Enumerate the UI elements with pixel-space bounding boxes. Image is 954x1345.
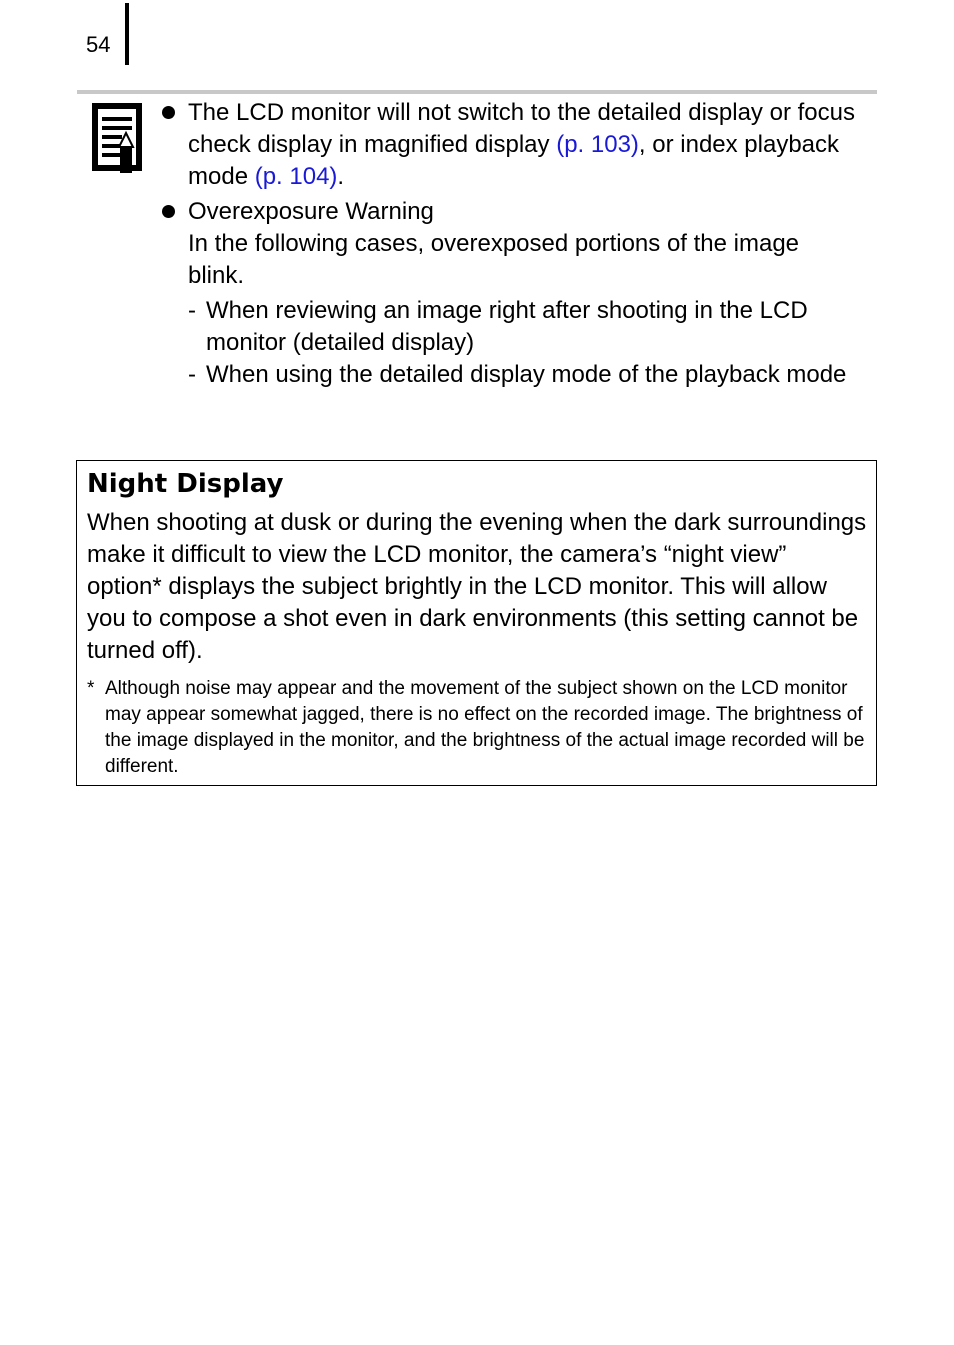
dash-mark: - (188, 297, 196, 324)
page-link-104[interactable]: (p. 104) (254, 163, 338, 190)
night-display-box (76, 460, 877, 786)
overexposure-title: Overexposure Warning (188, 198, 434, 225)
note-item-overexposure (160, 196, 860, 391)
night-display-footnote (87, 676, 875, 780)
page-link-103[interactable]: (p. 103) (556, 131, 639, 158)
header-divider (125, 3, 129, 65)
sub-item-text: When using the detailed display mode of the playback mode (206, 361, 847, 388)
note-text-middle: , or index playback mode (188, 131, 840, 190)
page-number: 54 (86, 32, 111, 57)
overexposure-sub-list (188, 295, 860, 391)
bullet-icon (162, 106, 175, 119)
dash-mark: - (188, 361, 196, 388)
note-item-lcd-switch (160, 97, 860, 193)
memo-pencil-icon (92, 103, 144, 175)
sub-item (188, 359, 860, 391)
bullet-icon (162, 205, 175, 218)
sub-item-text: When reviewing an image right after shooting in the LCD monitor (detailed display) (206, 297, 808, 356)
footnote-text: Although noise may appear and the movement of the subject shown on the LCD monitor may appear somewhat jagged, there is no effect on the recorded image. The brightness of the image displayed in the monitor, and the brightness of the actual image recorded will be different. (105, 678, 865, 777)
note-text-after: . (337, 163, 345, 190)
sub-item (188, 295, 860, 359)
notes-list (160, 97, 860, 394)
note-text-before: The LCD monitor will not switch to the detailed display or focus check display in magnified display (188, 99, 855, 158)
night-display-body: When shooting at dusk or during the evening when the dark surroundings make it difficult to view the LCD monitor, the camera’s “night view” option* displays the subject brightly in the LCD monitor. This will allow you to compose a shot even in dark environments (this setting cannot be turned off). (87, 509, 867, 664)
night-display-title: Night Display (87, 469, 284, 499)
top-rule (77, 90, 877, 94)
footnote-mark: * (87, 678, 95, 699)
overexposure-body: In the following cases, overexposed portions of the image blink. (188, 230, 800, 289)
